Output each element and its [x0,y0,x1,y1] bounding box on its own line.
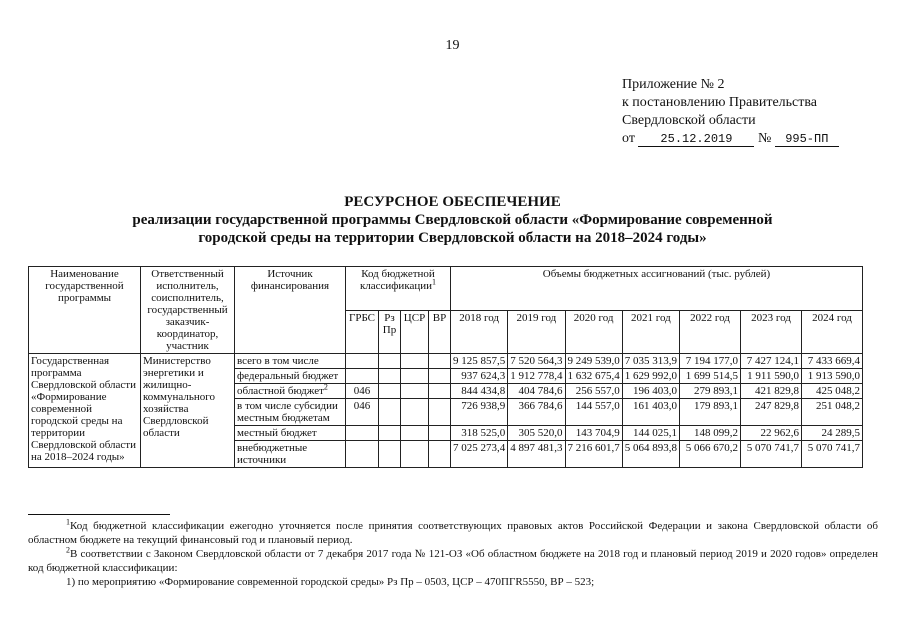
value-cell: 7 194 177,0 [680,354,741,369]
code-cell [379,441,401,468]
source-cell [235,354,346,369]
code-cell [379,426,401,441]
source-text: местный бюджет [237,427,317,439]
header-program-name: Наименование государственной программы [29,267,141,354]
header-rz-pr: Рз Пр [379,310,401,354]
footnote-2 [28,547,878,575]
source-cell [235,399,346,426]
source-text: внебюджетные источники [237,442,308,466]
value-cell: 7 025 273,4 [451,441,508,468]
footnotes [28,514,878,589]
appendix-date-line [622,130,839,148]
code-cell [429,426,451,441]
header-executor: Ответственный исполнитель, соисполнитель, государственный заказчик-координатор, участник [141,267,235,354]
value-cell: 196 403,0 [622,384,679,399]
executor-cell: Министерство энергетики и жилищно-коммунального хозяйства Свердловской области [141,354,235,468]
appendix-line-2: к постановлению Правительства [622,95,818,110]
code-cell [401,399,429,426]
value-cell: 1 911 590,0 [741,369,802,384]
header-source: Источник финансирования [235,267,346,354]
code-cell [429,384,451,399]
value-cell: 179 893,1 [680,399,741,426]
value-cell: 1 913 590,0 [802,369,863,384]
value-cell: 1 912 778,4 [508,369,565,384]
grbs-cell [346,426,379,441]
code-cell [401,441,429,468]
table-body [29,354,863,468]
title-line-2: реализации государственной программы Свердловской области «Формирование современной [132,212,773,228]
value-cell: 7 216 601,7 [565,441,622,468]
source-cell [235,384,346,399]
value-cell: 148 099,2 [680,426,741,441]
footnote-ref-2: 2 [323,382,328,392]
title-line-3: городской среды на территории Свердловской области на 2018–2024 годы» [198,230,707,246]
program-name-cell: Государственная программа Свердловской области «Формирование современной городской среды на территории Свердловской области на 2018–2024 годы» [29,354,141,468]
table-row [29,354,863,369]
footnote-2-text: В соответствии с Законом Свердловской области от 7 декабря 2017 года № 121-ОЗ «Об областном бюджете на 2018 год и плановый период 2019 и 2020 годов» определен код бюджетной классификации: [28,548,878,574]
footnote-ref-1: 1 [432,277,437,287]
value-cell: 5 064 893,8 [622,441,679,468]
code-cell [401,369,429,384]
value-cell: 161 403,0 [622,399,679,426]
header-year-2021: 2021 год [622,310,679,354]
code-cell [429,399,451,426]
resource-table [28,266,863,468]
header-year-2024: 2024 год [802,310,863,354]
document-title [0,193,905,247]
page-number: 19 [445,38,460,53]
value-cell: 1 699 514,5 [680,369,741,384]
value-cell: 366 784,6 [508,399,565,426]
code-cell [429,369,451,384]
value-cell: 7 427 124,1 [741,354,802,369]
footnote-2-marker: 2 [66,545,70,555]
grbs-cell: 046 [346,399,379,426]
number-prefix: № [757,131,772,146]
value-cell: 279 893,1 [680,384,741,399]
grbs-cell [346,441,379,468]
value-cell: 1 632 675,4 [565,369,622,384]
value-cell: 9 249 539,0 [565,354,622,369]
source-cell [235,426,346,441]
appendix-block [622,76,839,148]
value-cell: 305 520,0 [508,426,565,441]
value-cell: 7 520 564,3 [508,354,565,369]
footnote-1 [28,519,878,547]
value-cell: 1 629 992,0 [622,369,679,384]
source-text: областной бюджет [237,385,324,397]
code-cell [401,426,429,441]
header-year-2018: 2018 год [451,310,508,354]
value-cell: 9 125 857,5 [451,354,508,369]
resolution-date: 25.12.2019 [638,132,754,147]
value-cell: 22 962,6 [741,426,802,441]
grbs-cell [346,354,379,369]
source-cell [235,369,346,384]
value-cell: 7 433 669,4 [802,354,863,369]
value-cell: 5 070 741,7 [741,441,802,468]
source-cell [235,441,346,468]
code-cell [401,354,429,369]
value-cell: 4 897 481,3 [508,441,565,468]
source-text: всего в том числе [237,355,319,367]
source-text: в том числе субсидии местным бюджетам [237,400,338,424]
header-csr: ЦСР [401,310,429,354]
header-year-2019: 2019 год [508,310,565,354]
value-cell: 144 557,0 [565,399,622,426]
grbs-cell: 046 [346,384,379,399]
code-cell [379,354,401,369]
header-vr: ВР [429,310,451,354]
resolution-number: 995-ПП [775,132,839,147]
header-grbs: ГРБС [346,310,379,354]
code-cell [379,399,401,426]
source-text: федеральный бюджет [237,370,339,382]
value-cell: 425 048,2 [802,384,863,399]
appendix-line-1: Приложение № 2 [622,77,725,92]
header-year-2020: 2020 год [565,310,622,354]
value-cell: 5 070 741,7 [802,441,863,468]
footnote-2-item-1: 1) по мероприятию «Формирование современной городской среды» Рз Пр – 0503, ЦСР – 470ПГR5550, ВР – 523; [66,576,595,588]
header-year-2023: 2023 год [741,310,802,354]
value-cell: 937 624,3 [451,369,508,384]
value-cell: 404 784,6 [508,384,565,399]
value-cell: 726 938,9 [451,399,508,426]
value-cell: 24 289,5 [802,426,863,441]
value-cell: 421 829,8 [741,384,802,399]
header-volumes: Объемы бюджетных ассигнований (тыс. рублей) [451,267,863,311]
header-year-2022: 2022 год [680,310,741,354]
value-cell: 144 025,1 [622,426,679,441]
appendix-line-3: Свердловской области [622,113,756,128]
value-cell: 7 035 313,9 [622,354,679,369]
code-cell [429,441,451,468]
value-cell: 5 066 670,2 [680,441,741,468]
code-cell [379,384,401,399]
value-cell: 143 704,9 [565,426,622,441]
code-cell [379,369,401,384]
code-cell [429,354,451,369]
header-budget-code [346,267,451,311]
value-cell: 256 557,0 [565,384,622,399]
value-cell: 844 434,8 [451,384,508,399]
footnote-divider [28,514,170,515]
value-cell: 318 525,0 [451,426,508,441]
code-cell [401,384,429,399]
footnote-1-marker: 1 [66,517,70,527]
header-budget-code-text: Код бюджетной классификации [359,268,435,292]
grbs-cell [346,369,379,384]
value-cell: 251 048,2 [802,399,863,426]
value-cell: 247 829,8 [741,399,802,426]
footnote-1-text: Код бюджетной классификации ежегодно уточняется после принятия соответствующих правовых актов Российской Федерации и закона Свердловской области об областном бюджете на текущий финансовый год и плановый период. [28,520,878,546]
title-line-1: РЕСУРСНОЕ ОБЕСПЕЧЕНИЕ [344,194,561,210]
date-prefix: от [622,131,635,146]
